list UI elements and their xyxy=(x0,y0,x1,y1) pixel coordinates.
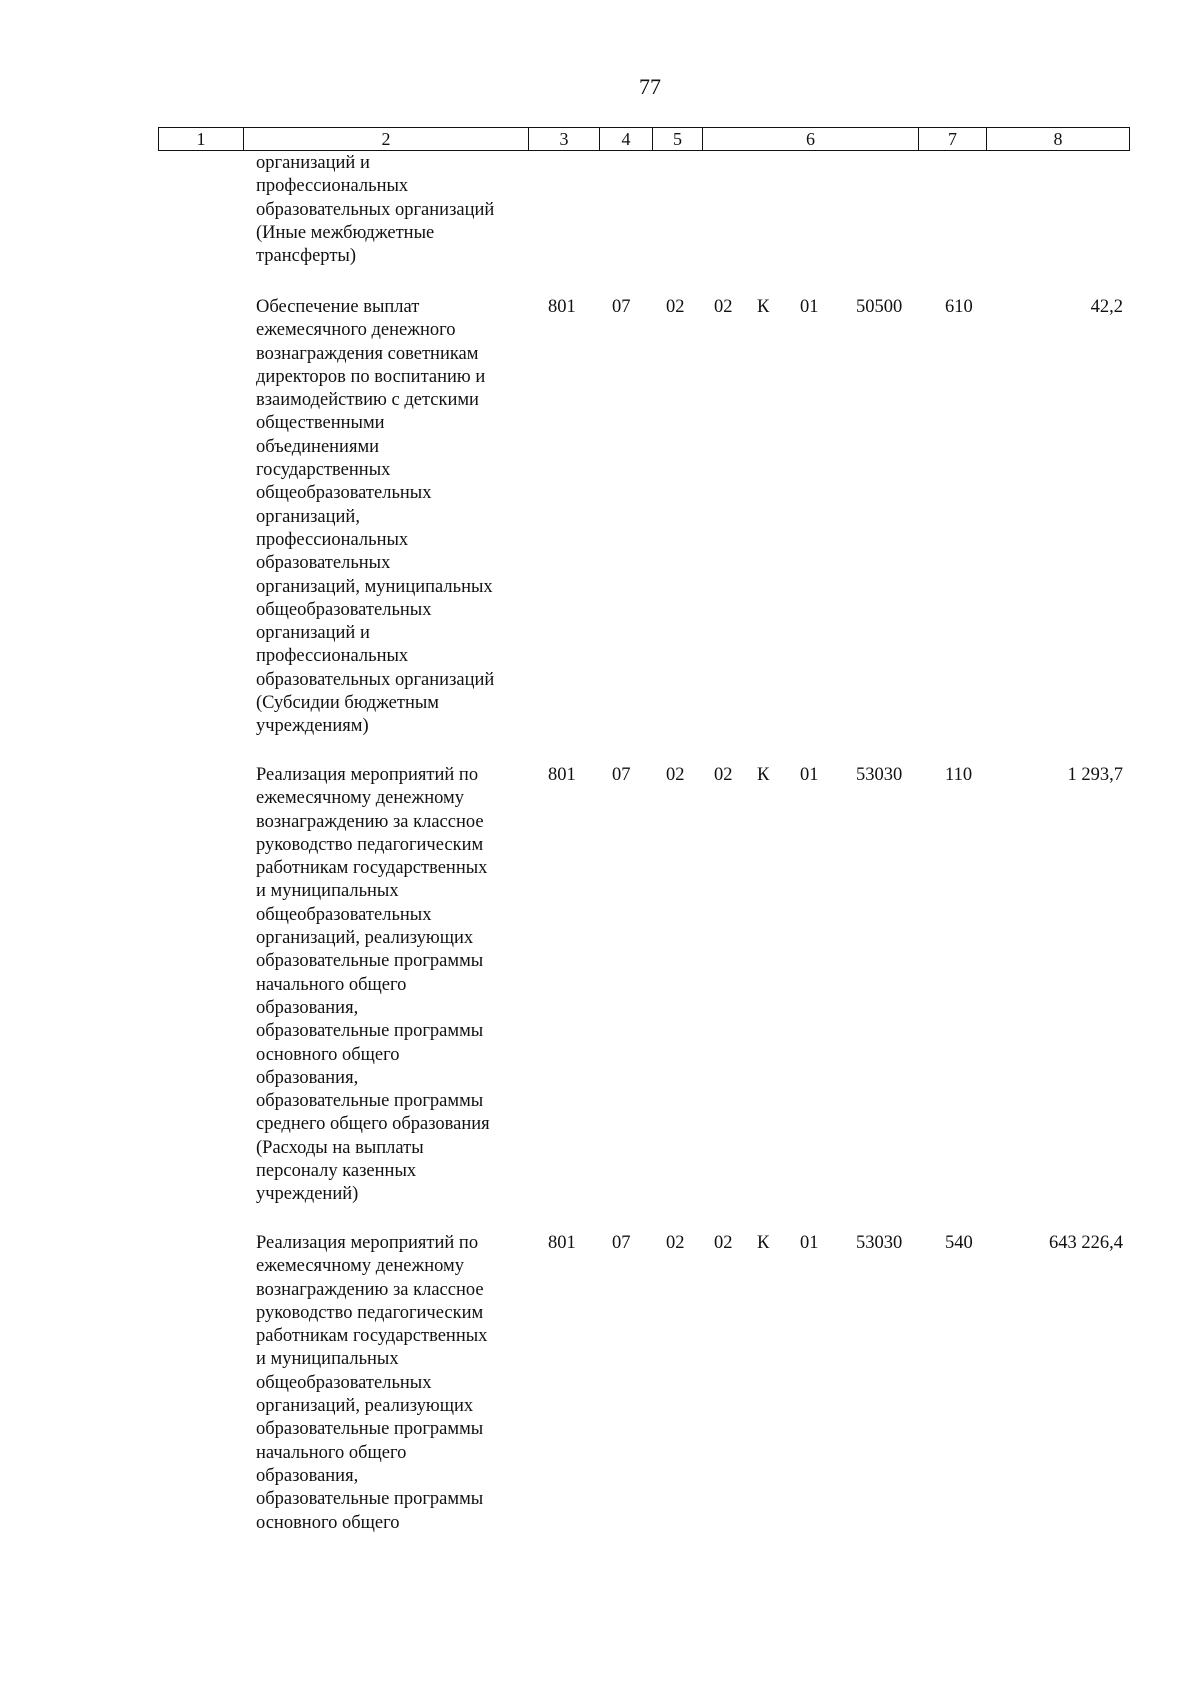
row-amount: 1 293,7 xyxy=(1067,765,1123,785)
row-target-article-subprogram: К xyxy=(757,297,770,317)
row-target-article-direction: 50500 xyxy=(856,297,903,317)
row-description: Реализация мероприятий по ежемесячному денежному вознаграждению за классное руководство педагогическим работникам государственных и муниципальных общеобразовательных организаций, реализующих образовательные программы начального общего образования, образовательные программы основного общего образования, образовательные программы среднего общего образования (Расходы на выплаты персоналу казенных учреждений) xyxy=(256,765,490,1205)
header-col-5: 5 xyxy=(653,128,703,151)
row-target-article-event: 01 xyxy=(800,297,819,317)
row-target-article-program: 02 xyxy=(714,297,733,317)
row-grbs-code: 801 xyxy=(548,765,576,785)
row-target-article-program: 02 xyxy=(714,765,733,785)
header-col-3: 3 xyxy=(529,128,600,151)
row-amount: 42,2 xyxy=(1090,297,1123,317)
row-expense-type: 540 xyxy=(945,1233,973,1253)
row-target-article-subprogram: К xyxy=(757,765,770,785)
row-subsection-code: 02 xyxy=(666,297,685,317)
page-number: 77 xyxy=(639,74,661,99)
row-target-article-event: 01 xyxy=(800,765,819,785)
header-col-6: 6 xyxy=(703,128,919,151)
header-col-8: 8 xyxy=(987,128,1130,151)
row-grbs-code: 801 xyxy=(548,297,576,317)
row-subsection-code: 02 xyxy=(666,765,685,785)
header-col-7: 7 xyxy=(919,128,987,151)
row-section-code: 07 xyxy=(612,297,631,317)
row-section-code: 07 xyxy=(612,765,631,785)
row-target-article-event: 01 xyxy=(800,1233,819,1253)
row-description: организаций и профессиональных образовательных организаций (Иные межбюджетные трансферты) xyxy=(256,153,495,267)
header-col-1: 1 xyxy=(159,128,244,151)
column-number-header xyxy=(158,127,1130,151)
row-description: Реализация мероприятий по ежемесячному денежному вознаграждению за классное руководство педагогическим работникам государственных и муниципальных общеобразовательных организаций, реализующих образовательные программы начального общего образования, образовательные программы основного общего xyxy=(256,1233,488,1533)
row-target-article-program: 02 xyxy=(714,1233,733,1253)
row-subsection-code: 02 xyxy=(666,1233,685,1253)
row-grbs-code: 801 xyxy=(548,1233,576,1253)
row-target-article-subprogram: К xyxy=(757,1233,770,1253)
row-amount: 643 226,4 xyxy=(1049,1233,1123,1253)
row-description: Обеспечение выплат ежемесячного денежного вознаграждения советникам директоров по воспитанию и взаимодействию с детскими общественными объединениями государственных общеобразовательных организаций, профессиональных образовательных организаций, муниципальных общеобразовательных организаций и профессиональных образовательных организаций (Субсидии бюджетным учреждениям) xyxy=(256,297,495,737)
row-expense-type: 110 xyxy=(945,765,973,785)
row-expense-type: 610 xyxy=(945,297,973,317)
header-col-4: 4 xyxy=(600,128,653,151)
header-col-2: 2 xyxy=(244,128,529,151)
row-section-code: 07 xyxy=(612,1233,631,1253)
row-target-article-direction: 53030 xyxy=(856,765,903,785)
row-target-article-direction: 53030 xyxy=(856,1233,903,1253)
